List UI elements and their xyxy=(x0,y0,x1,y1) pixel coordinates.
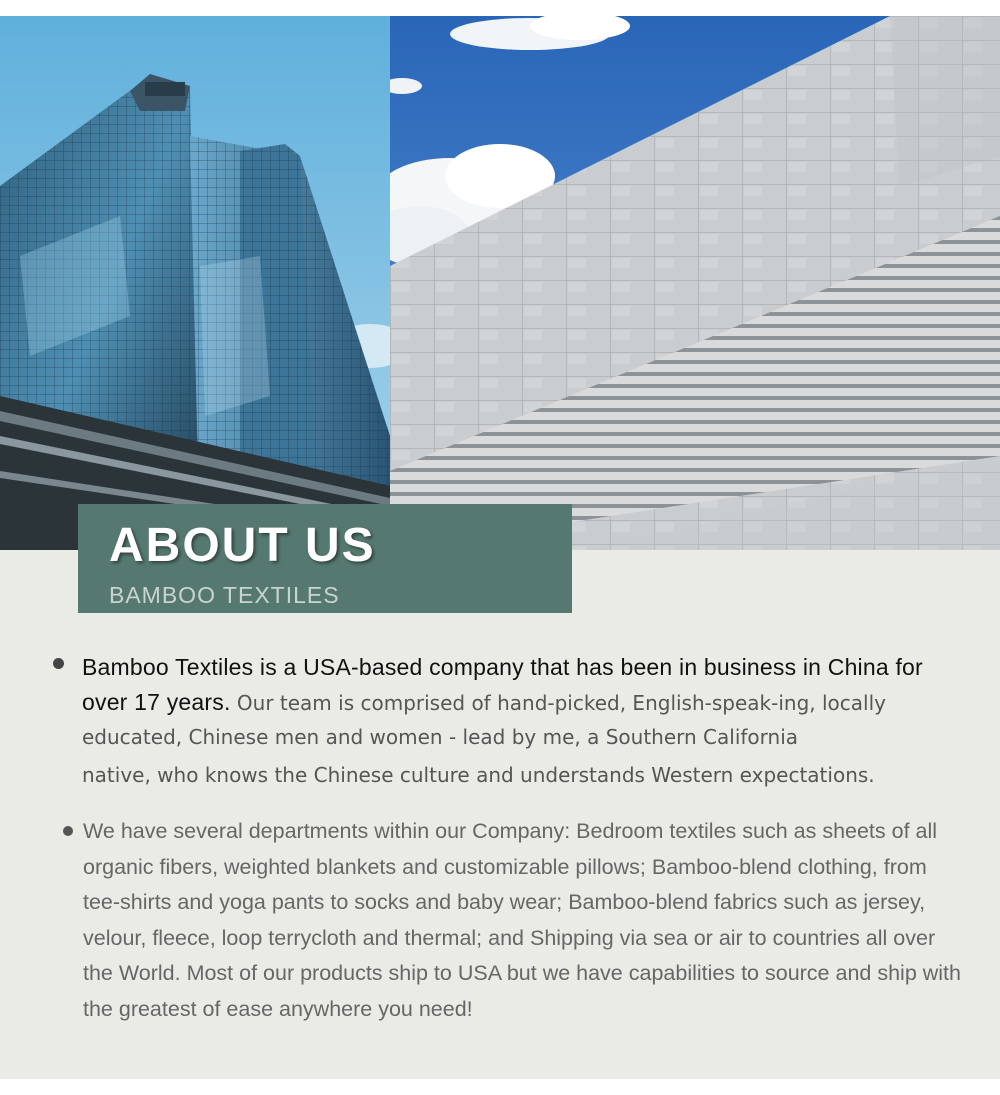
intro-lead-text: Bamboo Textiles is a USA-based company that has been in business in China for over 17 years. xyxy=(82,654,923,715)
intro-body-text: Our team is comprised of hand-picked, English-speak-ing, locally educated, Chinese men and women - lead by me, a Southern California xyxy=(82,691,886,749)
intro-paragraph xyxy=(82,650,932,792)
glass-skyscraper-photo xyxy=(0,16,390,550)
bullet-dot-icon xyxy=(63,826,73,836)
stone-building-photo xyxy=(390,16,1000,550)
intro-body-text-end: native, who knows the Chinese culture and understands Western expectations. xyxy=(82,763,875,787)
title-box xyxy=(78,504,572,613)
departments-paragraph: We have several departments within our Company: Bedroom textiles such as sheets of all organic fibers, weighted blankets and customizable pillows; Bamboo-blend clothing, from tee-shirts and yoga pants to socks and baby wear; Bamboo-blend fabrics such as jersey, velour, fleece, loop terrycloth and thermal; and Shipping via sea or air to countries all over the World. Most of our products ship to USA but we have capabilities to source and ship with the greatest of ease anywhere you need! xyxy=(83,819,961,1021)
hero-images xyxy=(0,16,1000,550)
page-subtitle: BAMBOO TEXTILES xyxy=(109,582,340,608)
bullet-dot-icon xyxy=(53,658,64,669)
page-title: ABOUT US xyxy=(109,519,376,572)
